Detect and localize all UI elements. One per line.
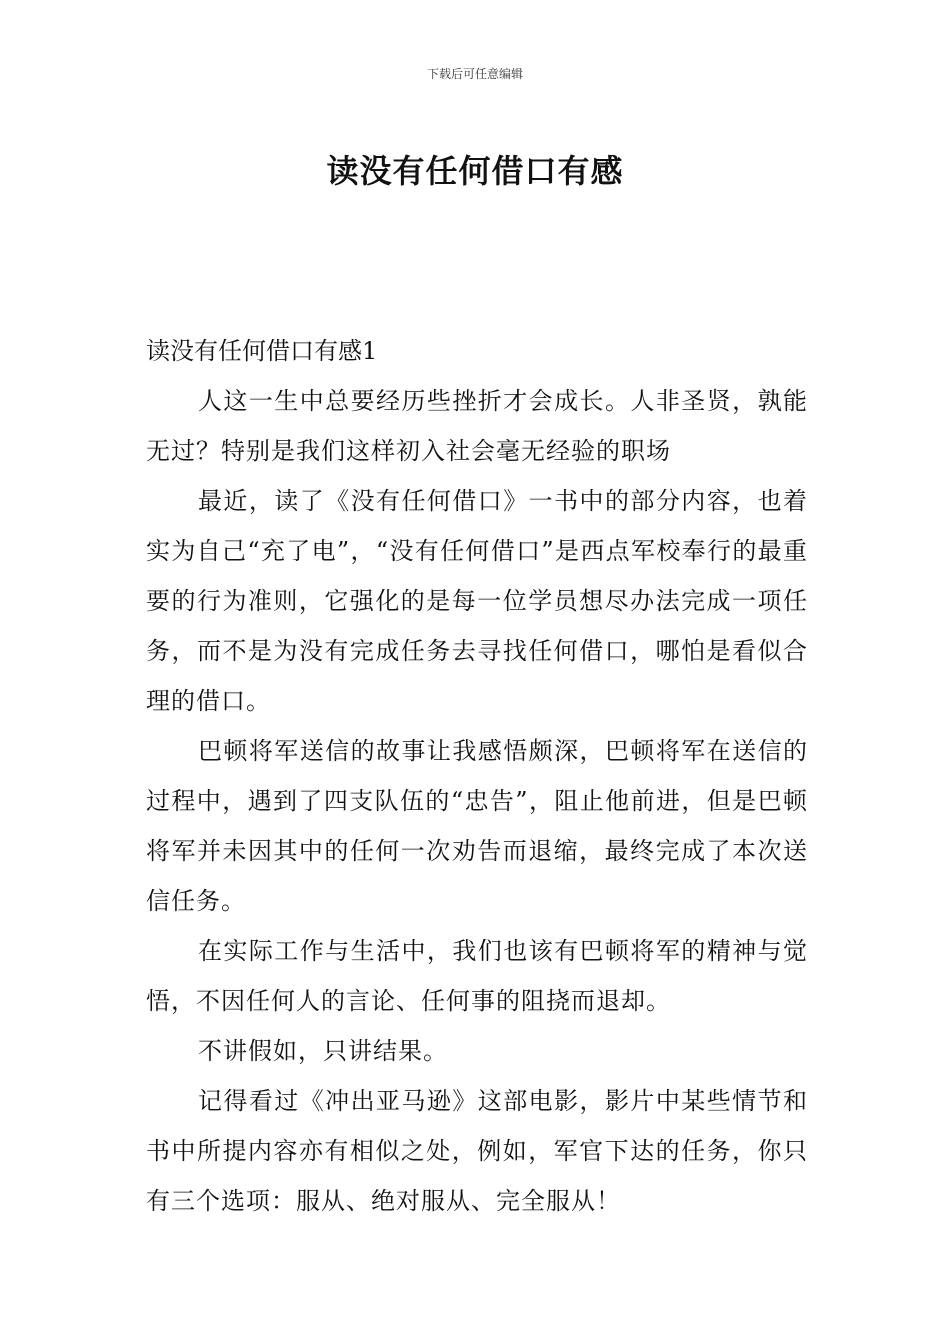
- header-note: 下载后可任意编辑: [426, 67, 523, 81]
- paragraph: 最近，读了《没有任何借口》一书中的部分内容，也着实为自己“充了电”，“没有任何借口”是西点军校奉行的最重要的行为准则，它强化的是每一位学员想尽办法完成一项任务，而不是为没有完成任务去寻找任何借口，哪怕是看似合理的借口。: [146, 487, 808, 715]
- paragraph: 巴顿将军送信的故事让我感悟颇深，巴顿将军在送信的过程中，遇到了四支队伍的“忠告”，阻止他前进，但是巴顿将军并未因其中的任何一次劝告而退缩，最终完成了本次送信任务。: [146, 737, 808, 915]
- document-body: [146, 326, 808, 1226]
- paragraph: 在实际工作与生活中，我们也该有巴顿将军的精神与觉悟，不因任何人的言论、任何事的阻挠而退却。: [146, 937, 808, 1015]
- paragraph: 不讲假如，只讲结果。: [198, 1037, 448, 1065]
- document-title: 读没有任何借口有感: [326, 152, 624, 191]
- paragraph: 人这一生中总要经历些挫折才会成长。人非圣贤，孰能无过？特别是我们这样初入社会毫无经验的职场: [146, 387, 808, 465]
- section-heading: 读没有任何借口有感1: [146, 337, 378, 365]
- paragraph: 记得看过《冲出亚马逊》这部电影，影片中某些情节和书中所提内容亦有相似之处，例如，军官下达的任务，你只有三个选项：服从、绝对服从、完全服从！: [146, 1087, 808, 1215]
